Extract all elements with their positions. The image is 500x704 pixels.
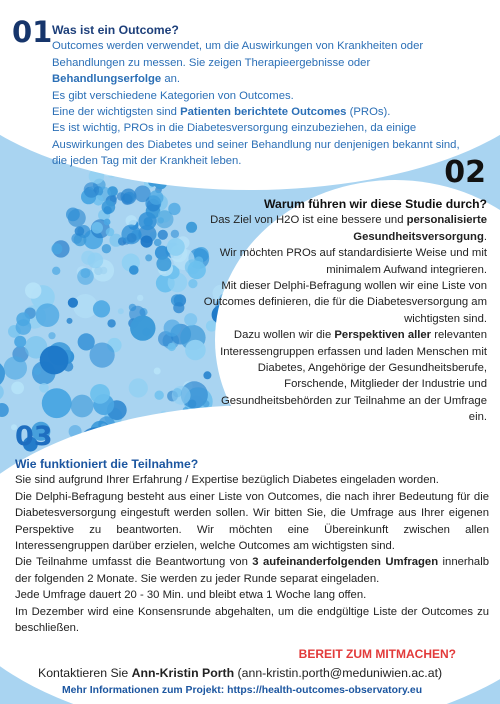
bubble-dot xyxy=(42,388,72,418)
bubble-dot xyxy=(75,226,85,236)
bubble-dot xyxy=(156,210,174,228)
section-3-p4: Jede Umfrage dauert 20 - 30 Min. und bleibt etwa 1 Woche lang offen. xyxy=(15,589,367,602)
section-1-line4: Es ist wichtig, PROs in die Diabetesversorgung einzubeziehen, da einige Auswirkungen des Diabetes und seiner Behandlung nur denjenigen bekannt sind, die jeden Tag mit der Krankheit leben. xyxy=(52,122,460,168)
bubble-dot xyxy=(156,256,171,271)
contact-email[interactable]: (ann-kristin.porth@meduniwien.ac.at) xyxy=(234,666,443,680)
bubble-dot xyxy=(25,282,41,298)
bubble-dot xyxy=(68,298,78,308)
bubble-dot xyxy=(173,302,184,313)
bubble-dot xyxy=(51,243,62,254)
section-1-line1: Outcomes werden verwendet, um die Auswirkungen von Krankheiten oder Behandlungen zu messen. Sie zeigen Therapieergebnisse oder Behandlungserfolge an. xyxy=(52,40,424,86)
bubble-dot xyxy=(121,189,137,205)
bubble-dot xyxy=(145,254,152,261)
bubble-dot xyxy=(171,230,179,238)
bubble-dot xyxy=(149,190,164,205)
bubble-dot xyxy=(168,343,176,351)
bubble-dot xyxy=(104,219,111,226)
contact-line: Kontaktieren Sie Ann-Kristin Porth (ann-kristin.porth@meduniwien.ac.at) xyxy=(38,666,443,680)
bubble-dot xyxy=(107,319,115,327)
section-1-heading: Was ist ein Outcome? xyxy=(52,23,179,37)
bubble-dot xyxy=(184,313,197,326)
contact-name: Ann-Kristin Porth xyxy=(131,666,235,680)
section-1-number: 01 xyxy=(12,15,53,49)
bubble-dot xyxy=(154,239,162,247)
project-info-link[interactable]: Mehr Informationen zum Projekt: https://health-outcomes-observatory.eu xyxy=(62,685,423,696)
section-3-number: 03 xyxy=(15,421,53,452)
bubble-dot xyxy=(129,265,139,275)
section-2-p4: Dazu wollen wir die Perspektiven aller relevanten Interessengruppen erfassen und laden Menschen mit Diabetes, Angehörige der Gesundheitsberufe, Forschende, Mitglieder der Industrie und Gesundheitsbehörden zur Teilnahme an der Umfrage ein. xyxy=(220,329,487,424)
bubble-dot xyxy=(102,244,111,253)
bubble-dot xyxy=(186,222,197,233)
bubble-dot xyxy=(4,356,27,379)
bubble-dot xyxy=(164,320,181,337)
bubble-dot xyxy=(158,230,168,240)
bubble-dot xyxy=(34,367,42,375)
bubble-dot xyxy=(154,368,161,375)
section-3-p2: Die Delphi-Befragung besteht aus einer Liste von Outcomes, die nach ihrer Bedeutung für die Diabetesversorgung eingestuft werden sollen. Wir bitten Sie, die Umfrage aus Ihrer eigenen Perspektive zu beantworten. Wir möchten eine Übereinkunft zwischen allen Interessengruppen darüber erzielen, welche Outcomes am wichtigsten sind. xyxy=(15,490,489,553)
bubble-dot xyxy=(106,228,115,237)
section-1-line2: Es gibt verschiedene Kategorien von Outcomes. xyxy=(52,89,294,102)
bubble-dot xyxy=(71,395,94,418)
bubble-dot xyxy=(11,382,24,395)
section-1 xyxy=(52,22,477,170)
bubble-dot xyxy=(127,233,137,243)
bubble-dot xyxy=(52,267,60,275)
bubble-dot xyxy=(77,268,94,285)
section-3-heading: Wie funktioniert die Teilnahme? xyxy=(15,457,199,471)
bubble-dot xyxy=(129,378,148,397)
bubble-dot xyxy=(0,403,9,417)
bubble-dot xyxy=(130,315,155,340)
bubble-dot xyxy=(172,386,191,405)
section-3-p5: Im Dezember wird eine Konsensrunde abgehalten, um die endgültige Liste der Outcomes zu beschließen. xyxy=(15,605,489,635)
section-2-number: 02 xyxy=(444,155,486,190)
bubble-dot xyxy=(16,319,32,335)
bubble-dot xyxy=(91,222,103,234)
bubble-dot xyxy=(137,295,143,301)
bubble-dot xyxy=(66,208,80,222)
bubble-dot xyxy=(134,186,151,203)
bubble-dot xyxy=(188,279,197,288)
bubble-dot xyxy=(36,303,60,327)
bubble-dot xyxy=(129,304,136,311)
bubble-dot xyxy=(67,318,73,324)
section-3 xyxy=(15,456,489,636)
section-3-p1: Sie sind aufgrund Ihrer Erfahrung / Expertise bezüglich Diabetes eingeladen worden. xyxy=(15,474,439,487)
bubble-dot xyxy=(14,336,26,348)
bubble-dot xyxy=(93,300,110,317)
section-2-p1: Das Ziel von H2O ist eine bessere und personalisierte Gesundheitsversorgung. xyxy=(210,214,487,243)
bubble-dot xyxy=(84,182,99,197)
bubble-dot xyxy=(48,332,55,339)
section-2-heading: Warum führen wir diese Studie durch? xyxy=(263,197,487,211)
section-1-line3: Eine der wichtigsten sind Patienten berichtete Outcomes (PROs). xyxy=(52,106,391,119)
bubble-dot xyxy=(144,217,153,226)
section-3-p3: Die Teilnahme umfasst die Beantwortung von 3 aufeinanderfolgenden Umfragen innerhalb der folgenden 2 Monate. Sie werden zu jeder Runde separat eingeladen. xyxy=(15,556,489,585)
bubble-dot xyxy=(103,206,111,214)
bubble-dot xyxy=(167,238,185,256)
bubble-dot xyxy=(78,333,95,350)
bubble-dot xyxy=(39,383,49,393)
section-2-p2: Wir möchten PROs auf standardisierte Weise und mit minimalem Aufwand integrieren. xyxy=(219,247,487,276)
bubble-dot xyxy=(155,391,164,400)
bubble-dot xyxy=(0,384,4,400)
section-2 xyxy=(200,196,487,426)
bubble-dot xyxy=(141,236,153,248)
call-to-action: BEREIT ZUM MITMACHEN? xyxy=(298,647,456,661)
bubble-dot xyxy=(40,346,69,375)
section-2-p3: Mit dieser Delphi-Befragung wollen wir eine Liste von Outcomes definieren, die für die Diabetesversorgung am wichtigsten sind. xyxy=(203,280,487,325)
bubble-dot xyxy=(90,384,110,404)
bubble-dot xyxy=(118,308,124,314)
bubble-dot xyxy=(87,253,103,269)
